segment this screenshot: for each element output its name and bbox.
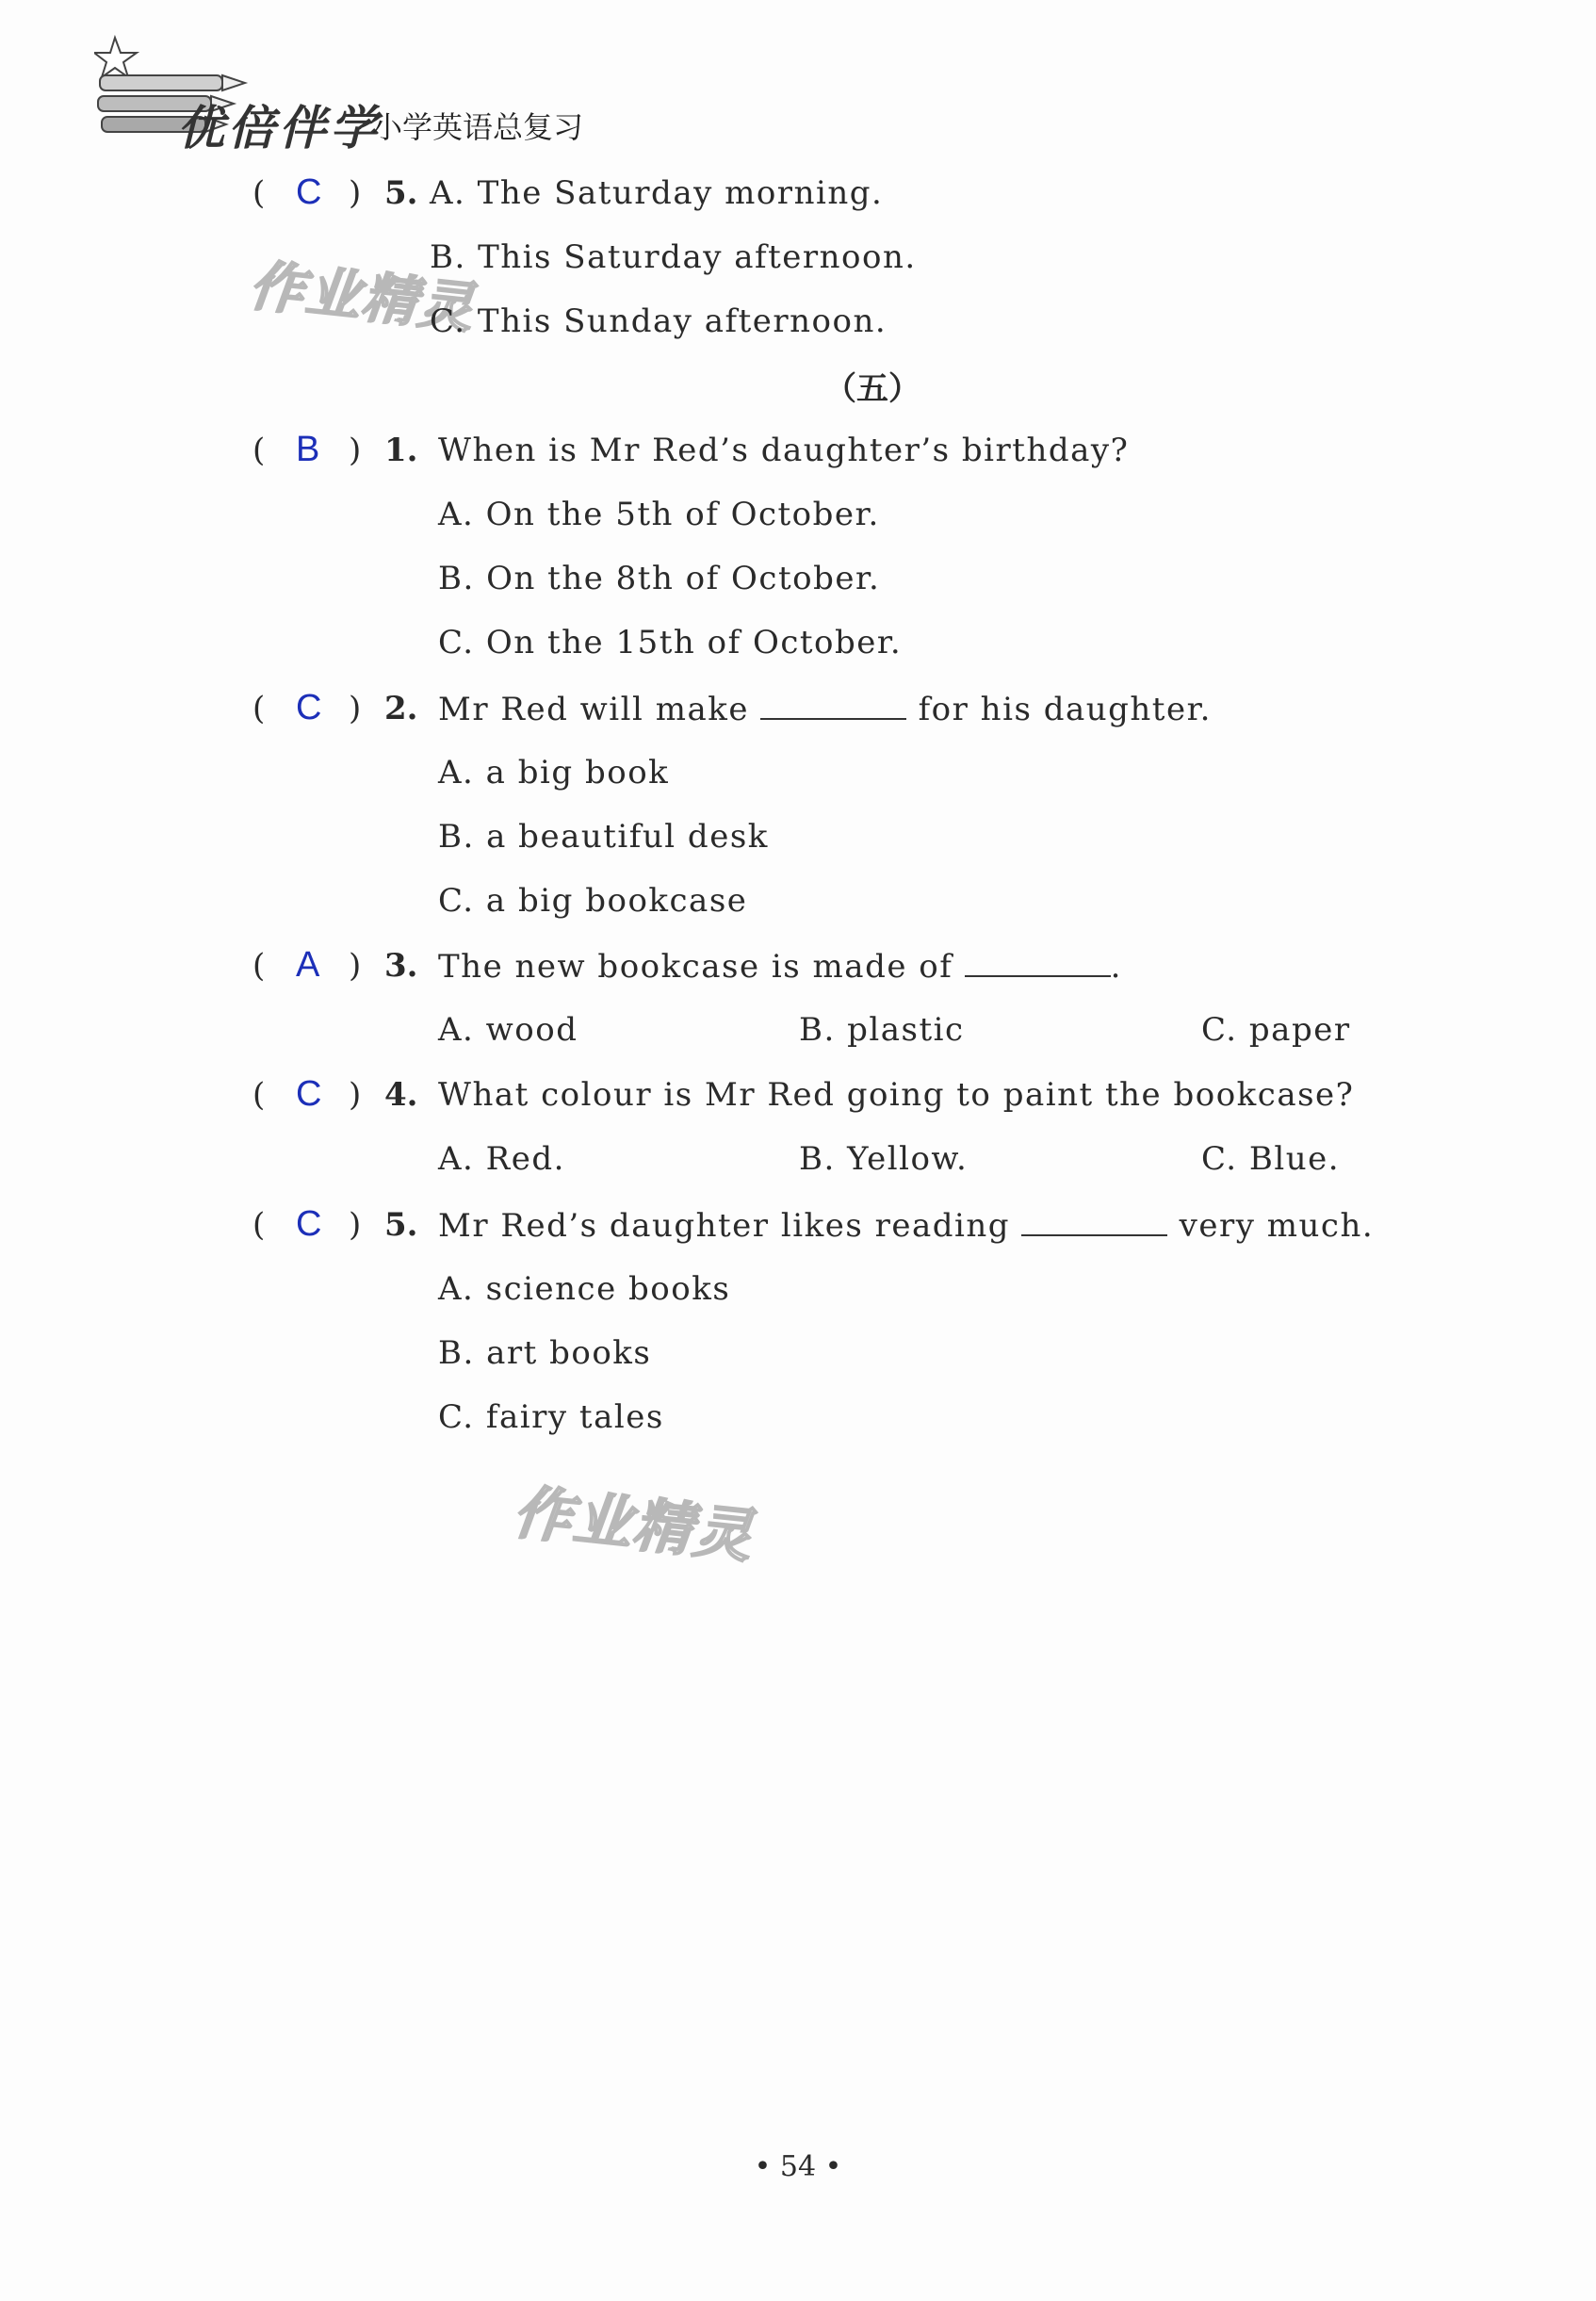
option-a: A. wood [438, 1011, 578, 1049]
answer-paren-close: ) [349, 432, 362, 469]
option-c: C. This Sunday afternoon. [430, 302, 888, 340]
option-b: B. On the 8th of October. [438, 560, 881, 597]
answer-paren-open: ( [252, 174, 266, 212]
answer-blank [965, 947, 1111, 977]
answer-paren-close: ) [349, 1076, 362, 1114]
answer-paren-close: ) [349, 1206, 362, 1244]
question-number: 3. [384, 947, 418, 985]
option-a: A. a big book [438, 754, 670, 791]
brand-title: 优倍伴学 [177, 101, 381, 155]
answer-paren-open: ( [252, 432, 266, 469]
option-c: C. a big bookcase [438, 882, 748, 920]
answer-paren-open: ( [252, 947, 266, 985]
question-number: 5. [384, 174, 418, 212]
question-text [438, 690, 1212, 728]
answer-paren-open: ( [252, 1076, 266, 1114]
option-b: B. Yellow. [799, 1140, 969, 1178]
answer-letter: C [296, 688, 322, 727]
answer-letter: C [296, 172, 322, 212]
answer-letter: B [296, 430, 320, 469]
option-b: B. This Saturday afternoon. [430, 238, 917, 276]
option-c: C. Blue. [1201, 1140, 1341, 1178]
question-text-before: Mr Red will make [438, 691, 749, 728]
answer-letter: A [296, 945, 320, 985]
answer-paren-close: ) [349, 947, 362, 985]
book-subtitle: 小学英语总复习 [372, 109, 584, 145]
option-a: A. On the 5th of October. [438, 496, 880, 533]
question-number: 2. [384, 690, 418, 727]
watermark-top: 作业精灵 [246, 253, 479, 341]
option-a: A. The Saturday morning. [430, 174, 884, 212]
option-a: A. Red. [438, 1140, 565, 1178]
answer-paren-open: ( [252, 690, 266, 727]
watermark-middle: 作业精灵 [510, 1477, 757, 1572]
answer-paren-close: ) [349, 690, 362, 727]
answer-paren-open: ( [252, 1206, 266, 1244]
question-text [438, 1206, 1374, 1245]
option-a: A. science books [438, 1270, 731, 1308]
question-number: 5. [384, 1206, 418, 1244]
answer-paren-close: ) [349, 174, 362, 212]
section-title: （五） [824, 370, 920, 408]
answer-blank [760, 690, 906, 720]
option-b: B. plastic [799, 1011, 965, 1049]
option-c: C. fairy tales [438, 1398, 664, 1436]
question-text-before: The new bookcase is made of [438, 948, 953, 986]
question-text-after: very much. [1179, 1207, 1375, 1245]
answer-letter: C [296, 1204, 322, 1244]
option-c: C. On the 15th of October. [438, 624, 903, 661]
question-text: What colour is Mr Red going to paint the bookcase? [438, 1076, 1355, 1114]
page-number: • 54 • [754, 2150, 842, 2183]
book-header [94, 28, 678, 155]
answer-blank [1021, 1206, 1167, 1236]
question-number: 1. [384, 432, 418, 469]
answer-letter: C [296, 1074, 322, 1114]
question-text-before: Mr Red’s daughter likes reading [438, 1207, 1011, 1245]
option-b: B. art books [438, 1334, 652, 1372]
question-text-after: for his daughter. [918, 691, 1212, 728]
question-text [438, 947, 1122, 986]
question-text: When is Mr Red’s daughter’s birthday? [438, 432, 1130, 469]
option-b: B. a beautiful desk [438, 818, 769, 856]
question-text-after: . [1110, 948, 1122, 986]
question-number: 4. [384, 1076, 418, 1114]
option-c: C. paper [1201, 1011, 1351, 1049]
